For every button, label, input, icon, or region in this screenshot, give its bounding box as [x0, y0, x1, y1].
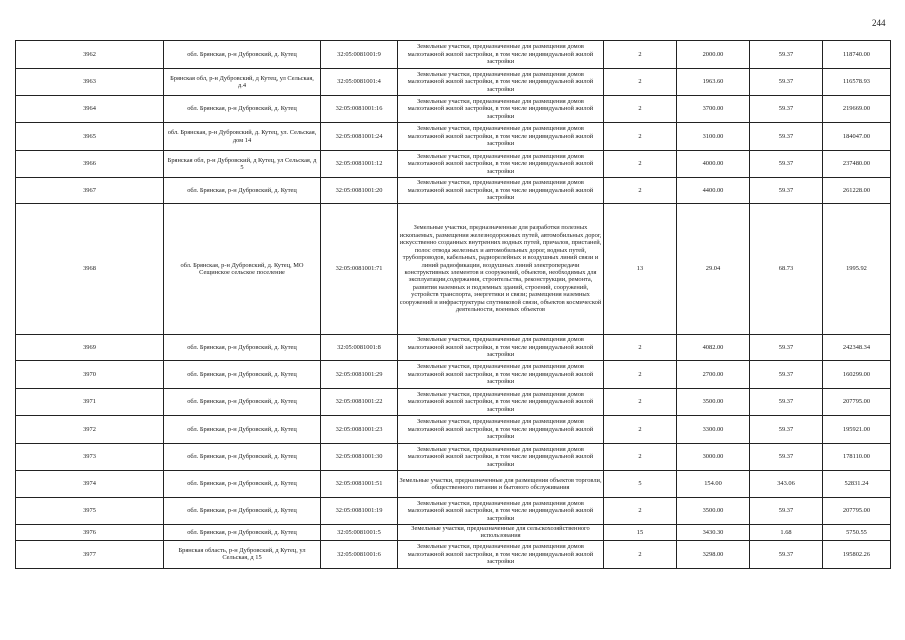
row-number-cell: 3968	[16, 204, 164, 335]
area-cell: 4400.00	[677, 178, 750, 204]
table-row	[16, 123, 891, 151]
cadastral-number-cell: 32:05:0081001:12	[321, 151, 398, 178]
row-number-cell: 3965	[16, 123, 164, 151]
cadastral-value-cell: 116578.93	[823, 69, 891, 96]
row-number-cell: 3975	[16, 498, 164, 525]
address-cell: обл. Брянская, р-н Дубровский, д. Кутец	[164, 361, 321, 389]
area-cell: 2700.00	[677, 361, 750, 389]
specific-value-cell: 59.37	[750, 444, 823, 471]
cadastral-number-cell: 32:05:0081001:71	[321, 204, 398, 335]
address-cell: обл. Брянская, р-н Дубровский, д. Кутец, ул. Сельская, дом 14	[164, 123, 321, 151]
land-use-purpose-cell: Земельные участки, предназначенные для размещения домов малоэтажной жилой застройки, в том числе индивидуальной жилой застройки	[398, 151, 604, 178]
use-group-cell: 2	[604, 361, 677, 389]
cadastral-number-cell: 32:05:0081001:20	[321, 178, 398, 204]
row-number-cell: 3972	[16, 416, 164, 444]
table-row	[16, 151, 891, 178]
area-cell: 3100.00	[677, 123, 750, 151]
cadastral-value-cell: 178110.00	[823, 444, 891, 471]
land-use-purpose-cell: Земельные участки, предназначенные для размещения домов малоэтажной жилой застройки, в том числе индивидуальной жилой застройки	[398, 69, 604, 96]
cadastral-number-cell: 32:05:0081001:9	[321, 41, 398, 69]
land-use-purpose-cell: Земельные участки, предназначенные для размещения домов малоэтажной жилой застройки, в том числе индивидуальной жилой застройки	[398, 41, 604, 69]
address-cell: обл. Брянская, р-н Дубровский, д. Кутец	[164, 498, 321, 525]
cadastral-value-cell: 237480.00	[823, 151, 891, 178]
land-use-purpose-cell: Земельные участки, предназначенные для размещения домов малоэтажной жилой застройки, в том числе индивидуальной жилой застройки	[398, 96, 604, 123]
area-cell: 3500.00	[677, 389, 750, 416]
table-row	[16, 444, 891, 471]
land-use-purpose-cell: Земельные участки, предназначенные для размещения домов малоэтажной жилой застройки, в том числе индивидуальной жилой застройки	[398, 361, 604, 389]
use-group-cell: 2	[604, 389, 677, 416]
land-use-purpose-cell: Земельные участки, предназначенные для разработки полезных ископаемых, размещения железнодорожных путей, автомобильных дорог, искусственно созданных внутренних водных путей, причалов, пристаней, полос отвода железных и автомобильных дорог, водных путей, трубопроводов, кабельных, радиорелейных и воздушных линий связи и линий радиофикации, воздушных линий электропередачи конструктивных элементов и сооружений, объектов, необходимых для эксплуатации,содержания, строительства, реконструкции, ремонта, развития наземных и подземных зданий, строений, сооружений, устройств транспорта, энергетики и связи; размещения наземных сооружений и инфраструктуры спутниковой связи, объектов космической деятельности, военных объектов	[398, 204, 604, 335]
specific-value-cell: 59.37	[750, 335, 823, 361]
use-group-cell: 2	[604, 498, 677, 525]
area-cell: 3500.00	[677, 498, 750, 525]
row-number-cell: 3977	[16, 540, 164, 568]
cadastral-number-cell: 32:05:0081001:6	[321, 540, 398, 568]
area-cell: 3430.30	[677, 525, 750, 541]
specific-value-cell: 59.37	[750, 540, 823, 568]
land-use-purpose-cell: Земельные участки, предназначенные для размещения домов малоэтажной жилой застройки, в том числе индивидуальной жилой застройки	[398, 123, 604, 151]
row-number-cell: 3963	[16, 69, 164, 96]
table-row	[16, 178, 891, 204]
address-cell: Брянская обл, р-н Дубровский, д Кутец, ул Сельская, д.4	[164, 69, 321, 96]
cadastral-number-cell: 32:05:0081001:23	[321, 416, 398, 444]
cadastral-value-cell: 160299.00	[823, 361, 891, 389]
table-body	[16, 41, 891, 569]
land-use-purpose-cell: Земельные участки, предназначенные для размещения домов малоэтажной жилой застройки, в том числе индивидуальной жилой застройки	[398, 498, 604, 525]
area-cell: 29.04	[677, 204, 750, 335]
row-number-cell: 3967	[16, 178, 164, 204]
area-cell: 1963.60	[677, 69, 750, 96]
cadastral-number-cell: 32:05:0081001:51	[321, 471, 398, 498]
row-number-cell: 3971	[16, 389, 164, 416]
use-group-cell: 2	[604, 444, 677, 471]
area-cell: 3000.00	[677, 444, 750, 471]
table-row	[16, 389, 891, 416]
row-number-cell: 3973	[16, 444, 164, 471]
cadastral-value-cell: 219669.00	[823, 96, 891, 123]
specific-value-cell: 59.37	[750, 389, 823, 416]
cadastral-value-cell: 195921.00	[823, 416, 891, 444]
use-group-cell: 2	[604, 151, 677, 178]
use-group-cell: 2	[604, 41, 677, 69]
specific-value-cell: 68.73	[750, 204, 823, 335]
address-cell: обл. Брянская, р-н Дубровский, д. Кутец	[164, 525, 321, 541]
address-cell: обл. Брянская, р-н Дубровский, д. Кутец	[164, 389, 321, 416]
cadastral-number-cell: 32:05:0081001:30	[321, 444, 398, 471]
cadastral-number-cell: 32:05:0081001:5	[321, 525, 398, 541]
area-cell: 3700.00	[677, 96, 750, 123]
specific-value-cell: 59.37	[750, 69, 823, 96]
cadastral-value-cell: 1995.92	[823, 204, 891, 335]
use-group-cell: 2	[604, 178, 677, 204]
cadastral-value-cell: 195802.26	[823, 540, 891, 568]
address-cell: обл. Брянская, р-н Дубровский, д. Кутец, МО Сещинское сельское поселение	[164, 204, 321, 335]
page-number: 244	[872, 18, 886, 28]
use-group-cell: 13	[604, 204, 677, 335]
row-number-cell: 3966	[16, 151, 164, 178]
use-group-cell: 2	[604, 69, 677, 96]
use-group-cell: 2	[604, 96, 677, 123]
address-cell: Брянская обл, р-н Дубровский, д Кутец, ул Сельская, д 5	[164, 151, 321, 178]
cadastral-number-cell: 32:05:0081001:16	[321, 96, 398, 123]
address-cell: обл. Брянская, р-н Дубровский, д. Кутец	[164, 335, 321, 361]
address-cell: обл. Брянская, р-н Дубровский, д. Кутец	[164, 96, 321, 123]
cadastral-number-cell: 32:05:0081001:19	[321, 498, 398, 525]
table-row	[16, 69, 891, 96]
specific-value-cell: 59.37	[750, 123, 823, 151]
use-group-cell: 15	[604, 525, 677, 541]
row-number-cell: 3962	[16, 41, 164, 69]
cadastral-value-cell: 5750.55	[823, 525, 891, 541]
area-cell: 2000.00	[677, 41, 750, 69]
cadastral-number-cell: 32:05:0081001:22	[321, 389, 398, 416]
address-cell: обл. Брянская, р-н Дубровский, д. Кутец	[164, 471, 321, 498]
specific-value-cell: 59.37	[750, 416, 823, 444]
use-group-cell: 2	[604, 335, 677, 361]
address-cell: обл. Брянская, р-н Дубровский, д. Кутец	[164, 41, 321, 69]
row-number-cell: 3970	[16, 361, 164, 389]
table-row	[16, 361, 891, 389]
area-cell: 4082.00	[677, 335, 750, 361]
cadastral-number-cell: 32:05:0081001:8	[321, 335, 398, 361]
table-row	[16, 525, 891, 541]
specific-value-cell: 59.37	[750, 178, 823, 204]
land-use-purpose-cell: Земельные участки, предназначенные для размещения домов малоэтажной жилой застройки, в том числе индивидуальной жилой застройки	[398, 540, 604, 568]
cadastral-value-cell: 184047.00	[823, 123, 891, 151]
address-cell: обл. Брянская, р-н Дубровский, д. Кутец	[164, 178, 321, 204]
address-cell: обл. Брянская, р-н Дубровский, д. Кутец	[164, 444, 321, 471]
cadastral-value-cell: 207795.00	[823, 389, 891, 416]
row-number-cell: 3974	[16, 471, 164, 498]
table-row	[16, 416, 891, 444]
specific-value-cell: 59.37	[750, 96, 823, 123]
use-group-cell: 2	[604, 540, 677, 568]
row-number-cell: 3964	[16, 96, 164, 123]
table-row	[16, 471, 891, 498]
table-row	[16, 498, 891, 525]
cadastral-value-cell: 207795.00	[823, 498, 891, 525]
cadastral-number-cell: 32:05:0081001:24	[321, 123, 398, 151]
specific-value-cell: 59.37	[750, 41, 823, 69]
use-group-cell: 2	[604, 123, 677, 151]
land-use-purpose-cell: Земельные участки, предназначенные для размещения домов малоэтажной жилой застройки, в том числе индивидуальной жилой застройки	[398, 178, 604, 204]
table-row	[16, 335, 891, 361]
land-use-purpose-cell: Земельные участки, предназначенные для размещения домов малоэтажной жилой застройки, в том числе индивидуальной жилой застройки	[398, 389, 604, 416]
specific-value-cell: 343.06	[750, 471, 823, 498]
address-cell: обл. Брянская, р-н Дубровский, д. Кутец	[164, 416, 321, 444]
table-row	[16, 540, 891, 568]
cadastral-number-cell: 32:05:0081001:29	[321, 361, 398, 389]
cadastral-value-cell: 242348.34	[823, 335, 891, 361]
area-cell: 3300.00	[677, 416, 750, 444]
specific-value-cell: 59.37	[750, 151, 823, 178]
specific-value-cell: 1.68	[750, 525, 823, 541]
specific-value-cell: 59.37	[750, 361, 823, 389]
row-number-cell: 3976	[16, 525, 164, 541]
land-use-purpose-cell: Земельные участки, предназначенные для размещения домов малоэтажной жилой застройки, в том числе индивидуальной жилой застройки	[398, 444, 604, 471]
table-row	[16, 96, 891, 123]
use-group-cell: 2	[604, 416, 677, 444]
address-cell: Брянская область, р-н Дубровский, д Кутец, ул Сельская, д 15	[164, 540, 321, 568]
table-row	[16, 204, 891, 335]
land-use-purpose-cell: Земельные участки, предназначенные для сельскохозяйственного использования	[398, 525, 604, 541]
cadastral-value-table	[15, 40, 891, 569]
cadastral-number-cell: 32:05:0081001:4	[321, 69, 398, 96]
table-row	[16, 41, 891, 69]
specific-value-cell: 59.37	[750, 498, 823, 525]
land-use-purpose-cell: Земельные участки, предназначенные для размещения домов малоэтажной жилой застройки, в том числе индивидуальной жилой застройки	[398, 416, 604, 444]
area-cell: 154.00	[677, 471, 750, 498]
land-use-purpose-cell: Земельные участки, предназначенные для размещения объектов торговли, общественного питания и бытового обслуживания	[398, 471, 604, 498]
area-cell: 4000.00	[677, 151, 750, 178]
row-number-cell: 3969	[16, 335, 164, 361]
cadastral-value-cell: 52831.24	[823, 471, 891, 498]
cadastral-value-cell: 261228.00	[823, 178, 891, 204]
use-group-cell: 5	[604, 471, 677, 498]
land-use-purpose-cell: Земельные участки, предназначенные для размещения домов малоэтажной жилой застройки, в том числе индивидуальной жилой застройки	[398, 335, 604, 361]
area-cell: 3298.00	[677, 540, 750, 568]
cadastral-value-cell: 118740.00	[823, 41, 891, 69]
